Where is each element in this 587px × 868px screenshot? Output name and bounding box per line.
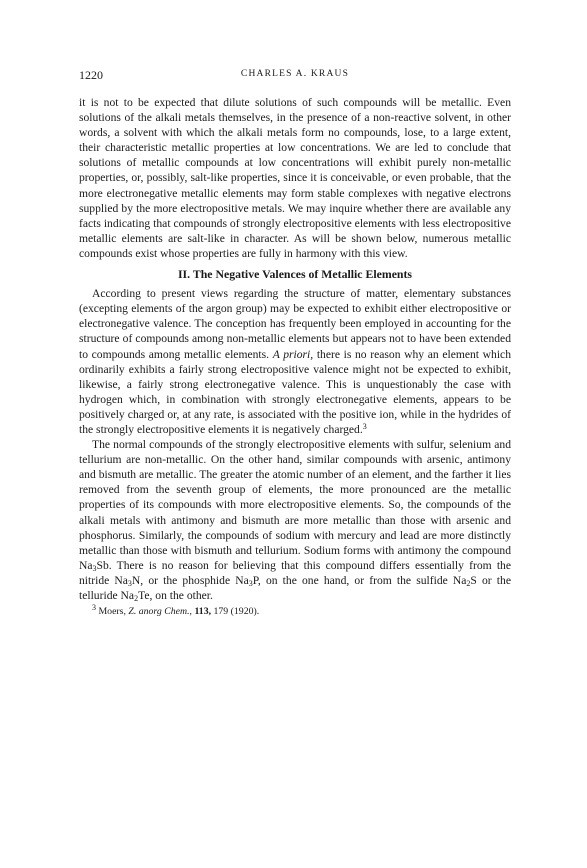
paragraph-3-text-d: P, on the one hand, or from the sulfide Na	[252, 573, 467, 587]
section-heading: II. The Negative Valences of Metallic Elements	[177, 267, 413, 282]
paragraph-3-text-c: N, or the phosphide Na	[131, 573, 249, 587]
body-text	[79, 95, 511, 618]
subscript-3: 3	[248, 578, 253, 588]
paragraph-3-text-e: S or the telluride Na	[79, 573, 511, 602]
paragraph-1: it is not to be expected that dilute solutions of such compounds will be metallic. Even solutions of the alkali metals themselves, in the presence of a non-reactive solvent, in other words, a solvent with which the alkali metals form no compounds, lose, to a large extent, their characteristic metallic properties at low concentrations. We are led to conclude that solutions of metallic compounds at low concentrations will exhibit purely non-metallic properties, or, possibly, salt-like properties, since it is conceivable, or even probable, that the more electronegative metallic elements may form stable complexes with negative electrons supplied by the more electropositive metals. We may inquire whether there are available any facts indicating that compounds of strongly electropositive elements with less electropositive metallic elements are salt-like in character. As will be shown below, numerous metallic compounds exist whose properties are fully in harmony with this view.	[79, 96, 511, 260]
page-number: 1220	[79, 68, 103, 82]
footnote-pages: 179 (1920).	[213, 606, 260, 618]
footnote-mark: 3	[92, 603, 96, 613]
paragraph-3	[79, 437, 511, 603]
subscript-4: 2	[466, 578, 471, 588]
paragraph-2	[79, 286, 511, 437]
paragraph-2-text-a: According to present views regarding the structure of matter, elementary substances (excepting elements of the argon group) may be expected to exhibit either electropositive or electronegative valence. The conception has frequently been employed in accounting for the structure of compounds among non-metallic elements but appears not to have been extended to compounds among metallic elements.	[79, 287, 511, 361]
footnote-volume: 113,	[194, 606, 212, 618]
subscript-2: 3	[127, 578, 132, 588]
paragraph-2-text-b: there is no reason why an element which ordinarily exhibits a fairly strong electropositive valence might not be expected to exhibit, likewise, a fairly strong electronegative valence. This is unquestionably the case with hydrogen which, in combination with strongly electronegative elements, appears to be positively charged or, at any rate, is associated with the positive ion, while in the hydrides of the strongly electropositive elements it is negatively charged.	[79, 347, 511, 436]
footnote	[79, 605, 511, 618]
footnote-author: Moers,	[98, 606, 126, 618]
footnote-reference: 3	[362, 421, 367, 431]
paragraph-3-text-a: The normal compounds of the strongly electropositive elements with sulfur, selenium and tellurium are non-metallic. On the other hand, similar compounds with arsenic, antimony and bismuth are metallic. The greater the atomic number of an element, and the farther it lies removed from the seventh group of elements, the more pronounced are the metallic properties of its compounds with more electropositive elements. So, the compounds of the alkali metals with antimony and bismuth are more metallic than those with arsenic and phosphorus. Similarly, the compounds of sodium with mercury and lead are more distinctly metallic than those with bismuth and tellurium. Sodium forms with antimony the compound Na	[79, 438, 511, 572]
subscript-5: 2	[134, 594, 139, 603]
italic-a-priori: A priori,	[272, 347, 314, 361]
page-header	[79, 68, 511, 82]
footnote-journal: Z. anorg Chem.,	[128, 606, 192, 618]
paragraph-3-text-b: Sb. There is no reason for believing that this compound differs essentially from the nitride Na	[79, 558, 511, 587]
running-title: CHARLES A. KRAUS	[240, 69, 350, 79]
subscript-1: 3	[92, 563, 97, 573]
paragraph-3-text-f: Te, on the other.	[138, 589, 213, 602]
